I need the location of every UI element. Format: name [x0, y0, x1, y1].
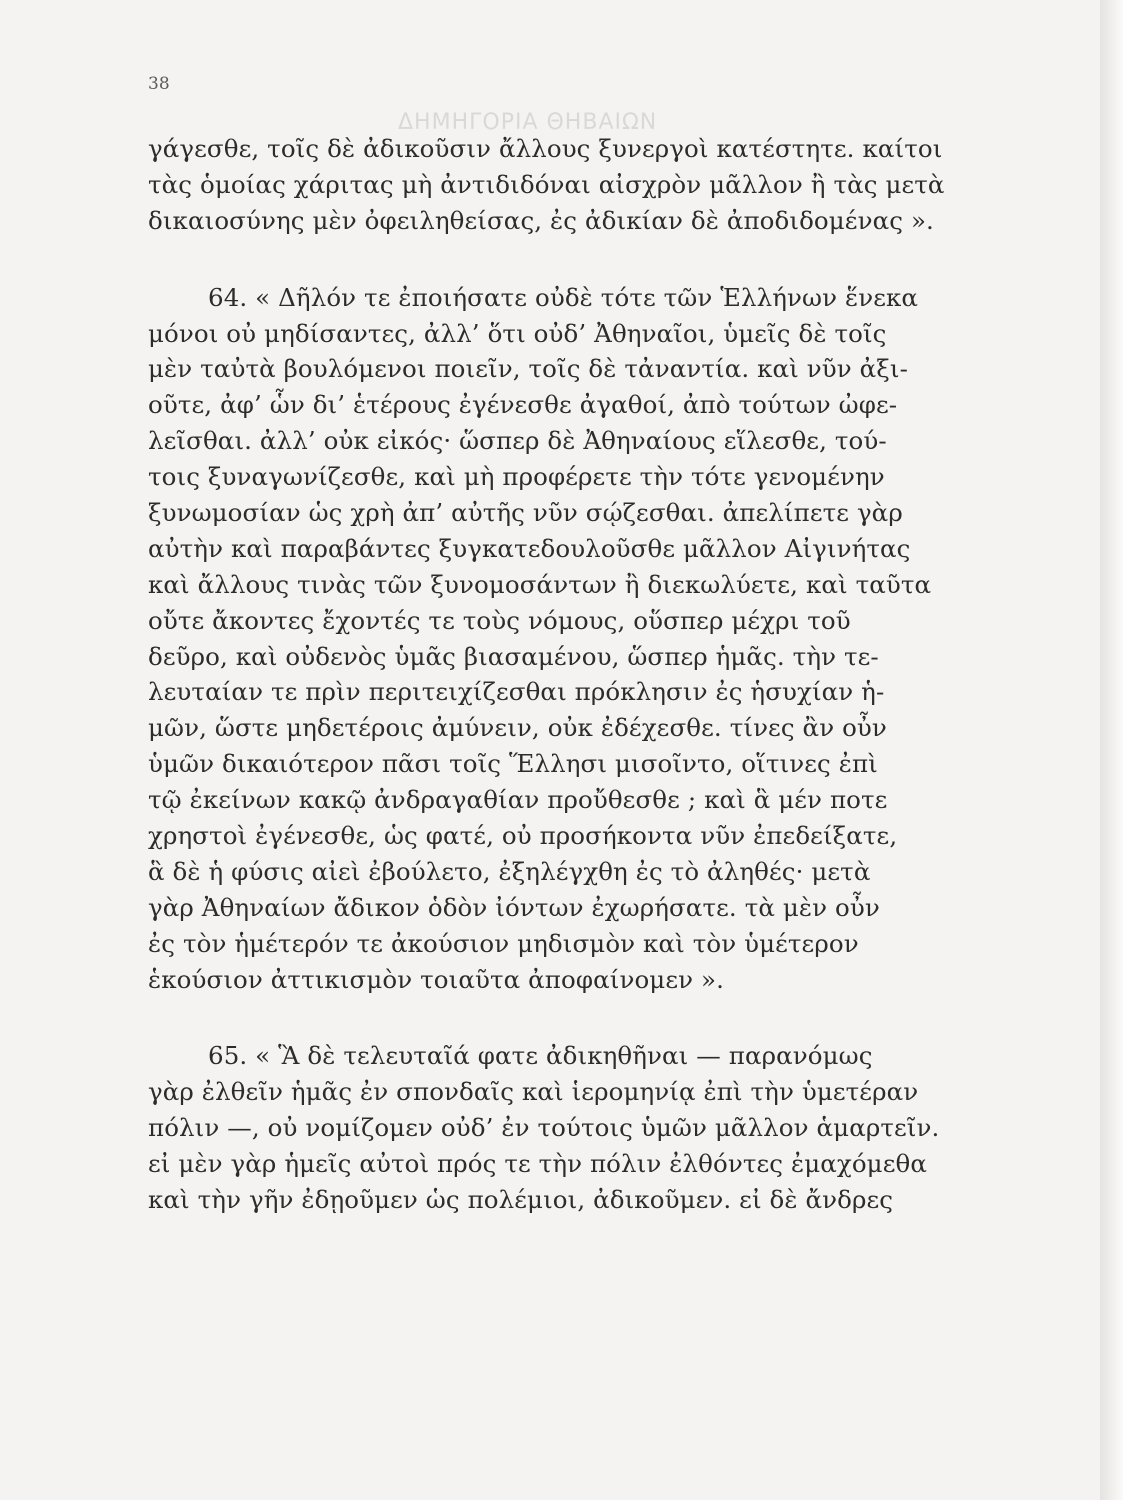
text-line: ἃ δὲ ἡ φύσις αἰεὶ ἐβούλετο, ἐξηλέγχθη ἐς τὸ ἀληθές· μετὰ [148, 856, 871, 886]
text-line: πόλιν —, οὐ νομίζομεν οὐδ’ ἐν τούτοις ὑμῶν μᾶλλον ἁμαρτεῖν. [148, 1113, 940, 1143]
text-line: 65. « Ἃ δὲ τελευταῖά φατε ἀδικηθῆναι — παρανόμως [208, 1041, 873, 1071]
text-line: γὰρ Ἀθηναίων ἄδικον ὁδὸν ἰόντων ἐχωρήσατε. τὰ μὲν οὖν [148, 892, 880, 922]
text-line: γὰρ ἐλθεῖν ἡμᾶς ἐν σπονδαῖς καὶ ἱερομηνίᾳ ἐπὶ τὴν ὑμετέραν [148, 1077, 919, 1107]
paragraph-lead [148, 131, 996, 239]
text-line: οῦτε, ἀφ’ ὧν δι’ ἑτέρους ἐγένεσθε ἀγαθοί, ἀπὸ τούτων ὠφε- [148, 390, 898, 420]
text-line: τὰς ὁμοίας χάριτας μὴ ἀντιδιδόναι αἰσχρὸν μᾶλλον ἢ τὰς μετὰ [148, 169, 945, 199]
text-line: ὑμῶν δικαιότερον πᾶσι τοῖς Ἕλλησι μισοῖντο, οἵτινες ἐπὶ [148, 749, 878, 779]
text-line: εἰ μὲν γὰρ ἡμεῖς αὐτοὶ πρός τε τὴν πόλιν ἐλθόντες ἐμαχόμεθα [148, 1149, 927, 1179]
page-text [148, 131, 996, 1218]
paragraph-65 [148, 1038, 996, 1217]
text-line: ξυνωμοσίαν ὡς χρὴ ἀπ’ αὐτῆς νῦν σῴζεσθαι. ἀπελίπετε γὰρ [148, 498, 903, 528]
text-line: μῶν, ὥστε μηδετέροις ἀμύνειν, οὐκ ἐδέχεσθε. τίνες ἂν οὖν [148, 713, 887, 743]
text-line: δεῦρο, καὶ οὐδενὸς ὑμᾶς βιασαμένου, ὥσπερ ἡμᾶς. τὴν τε- [148, 641, 879, 671]
text-line: ἐς τὸν ἡμέτερόν τε ἀκούσιον μηδισμὸν καὶ τὸν ὑμέτερον [148, 928, 859, 958]
page-number: 38 [148, 74, 170, 94]
text-line: λεῖσθαι. ἀλλ’ οὐκ εἰκός· ὥσπερ δὲ Ἀθηναίους εἵλεσθε, τού- [148, 426, 887, 456]
text-line: οὔτε ἄκοντες ἔχοντές τε τοὺς νόμους, οὕσπερ μέχρι τοῦ [148, 605, 851, 635]
text-line: ἑκούσιον ἀττικισμὸν τοιαῦτα ἀποφαίνομεν ». [148, 964, 724, 994]
text-line: καὶ ἄλλους τινὰς τῶν ξυνομοσάντων ἢ διεκωλύετε, καὶ ταῦτα [148, 569, 932, 599]
text-line: 64. « Δῆλόν τε ἐποιήσατε οὐδὲ τότε τῶν Ἑλλήνων ἕνεκα [208, 282, 919, 312]
text-line: καὶ τὴν γῆν ἐδῃοῦμεν ὡς πολέμιοι, ἀδικοῦμεν. εἰ δὲ ἄνδρες [148, 1185, 894, 1215]
bleed-through-heading: ΔΗΜΗΓΟΡΙΑ ΘΗΒΑΙΩΝ [398, 110, 658, 135]
text-line: αὐτὴν καὶ παραβάντες ξυγκατεδουλοῦσθε μᾶλλον Αἰγινήτας [148, 533, 911, 563]
text-line: δικαιοσύνης μὲν ὀφειληθείσας, ἐς ἀδικίαν δὲ ἀποδιδομένας ». [148, 205, 934, 235]
text-line: γάγεσθε, τοῖς δὲ ἀδικοῦσιν ἄλλους ξυνεργοὶ κατέστητε. καίτοι [148, 134, 943, 163]
page-edge [1100, 0, 1123, 1500]
text-line: τοις ξυναγωνίζεσθε, καὶ μὴ προφέρετε τὴν τότε γενομένην [148, 462, 885, 492]
text-line: τῷ ἐκείνων κακῷ ἀνδραγαθίαν προὔθεσθε ; καὶ ἃ μέν ποτε [148, 785, 888, 815]
text-line: χρηστοὶ ἐγένεσθε, ὡς φατέ, οὐ προσήκοντα νῦν ἐπεδείξατε, [148, 821, 898, 851]
text-line: μὲν ταὐτὰ βουλόμενοι ποιεῖν, τοῖς δὲ τἀναντία. καὶ νῦν ἀξι- [148, 354, 908, 384]
text-line: λευταίαν τε πρὶν περιτειχίζεσθαι πρόκλησιν ἐς ἡσυχίαν ἡ- [148, 677, 885, 707]
text-line: μόνοι οὐ μηδίσαντες, ἀλλ’ ὅτι οὐδ’ Ἀθηναῖοι, ὑμεῖς δὲ τοῖς [148, 318, 887, 348]
paragraph-64 [148, 280, 996, 998]
